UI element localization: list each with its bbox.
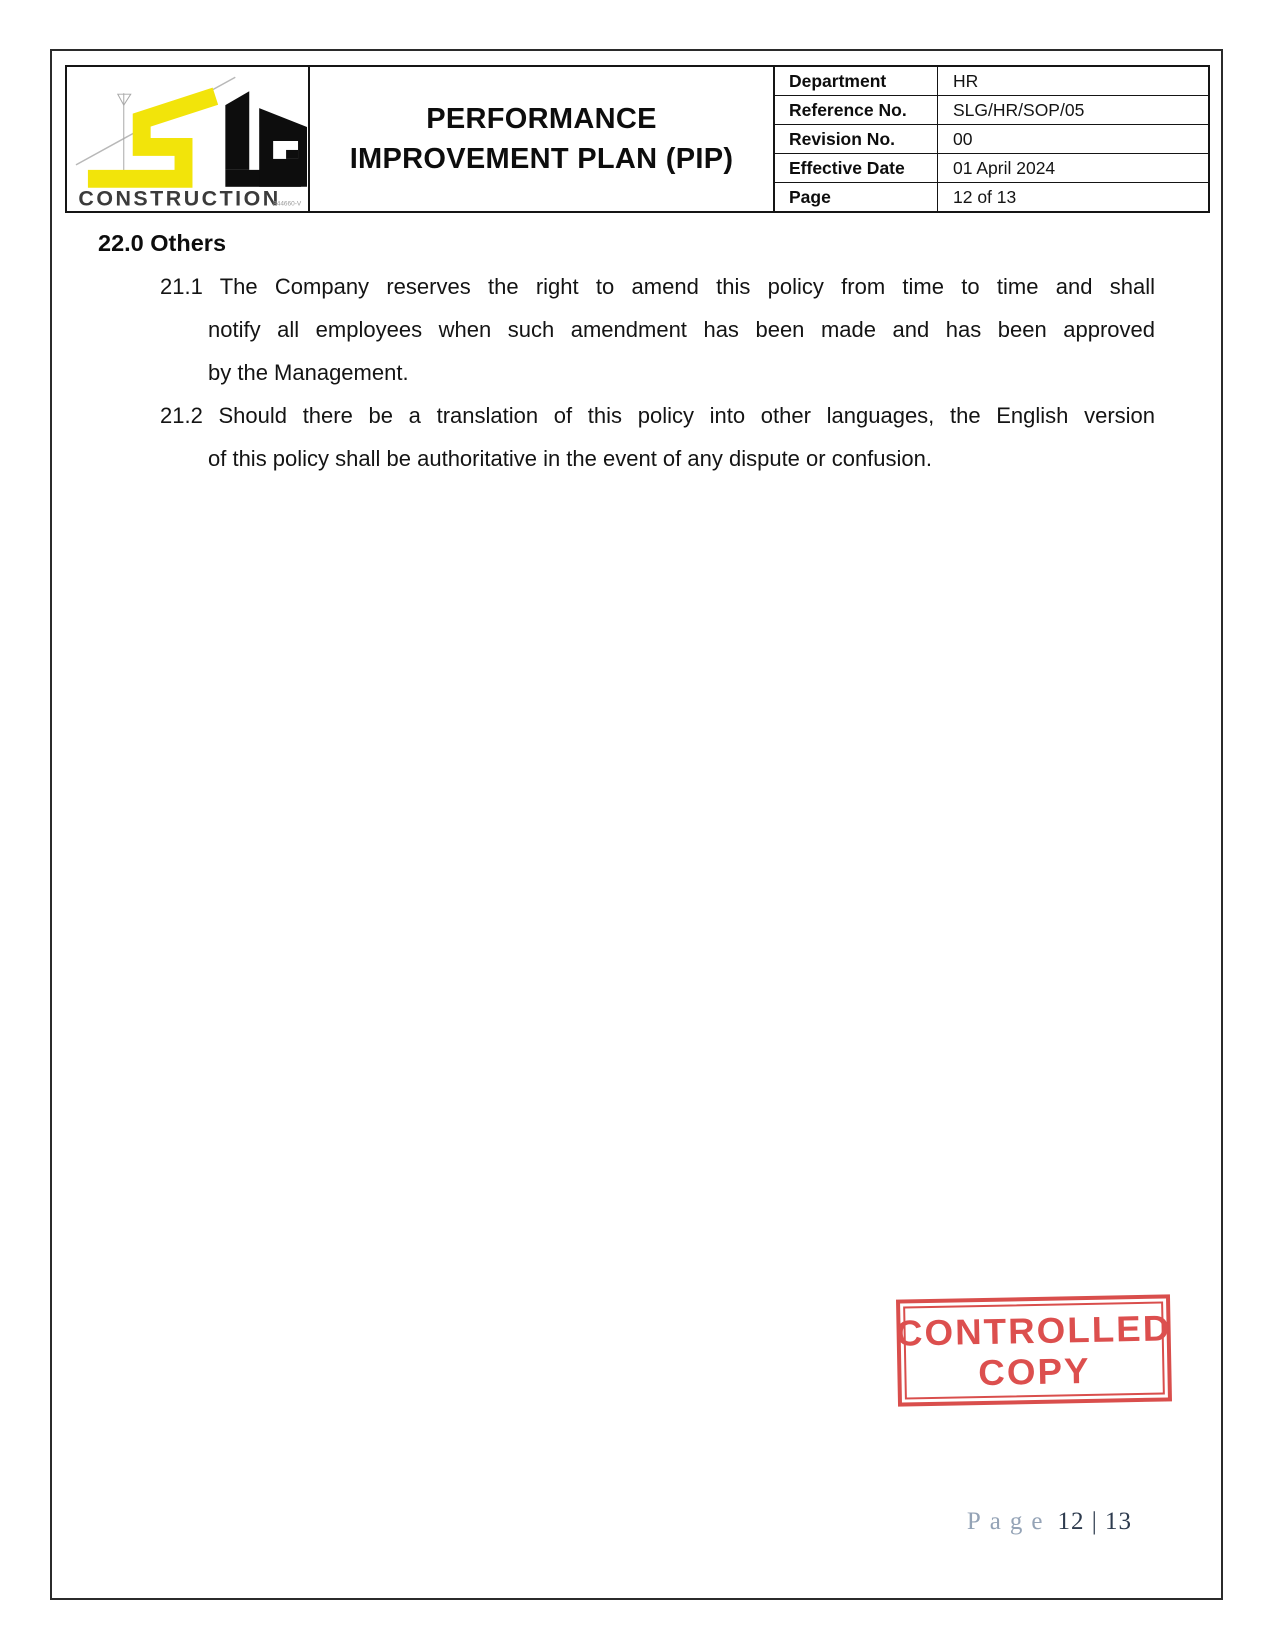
- stamp-inner-border: [895, 1302, 1172, 1400]
- section-heading: 22.0 Others: [98, 230, 227, 256]
- table-row: [775, 67, 1208, 96]
- info-value-page: 12 of 13: [953, 186, 1017, 207]
- info-value-effective-date: 01 April 2024: [953, 157, 1056, 178]
- document-body: [98, 222, 1155, 480]
- document-info-table: [775, 67, 1208, 211]
- logo-wordmark: CONSTRUCTION: [78, 186, 281, 211]
- paragraph-21-2-line1: 21.2 Should there be a translation of this policy into other languages, the English version: [160, 403, 1155, 428]
- logo-letter-s: [88, 96, 215, 179]
- survey-marker-icon: [118, 94, 131, 105]
- info-value-reference-no: SLG/HR/SOP/05: [953, 99, 1085, 120]
- slg-construction-logo-icon: [68, 67, 307, 211]
- table-row: [775, 125, 1208, 154]
- info-value-revision-no: 00: [953, 128, 973, 149]
- table-row: [775, 154, 1208, 183]
- controlled-copy-stamp: [896, 1294, 1172, 1406]
- document-title-line2: IMPROVEMENT PLAN (PIP): [349, 143, 734, 175]
- stamp-text-line1: CONTROLLED: [895, 1306, 1172, 1354]
- document-title-cell: [310, 67, 775, 211]
- table-row: [775, 96, 1208, 125]
- paragraph-21-1-line3: by the Management.: [208, 360, 409, 385]
- page-footer: [967, 1508, 1132, 1536]
- logo-letter-l: [225, 91, 249, 170]
- info-label-reference-no: Reference No.: [775, 96, 938, 124]
- logo-g-tick: [286, 150, 298, 159]
- info-label-revision-no: Revision No.: [775, 125, 938, 153]
- info-label-effective-date: Effective Date: [775, 154, 938, 182]
- stamp-text-line2: COPY: [977, 1349, 1091, 1393]
- info-value-department: HR: [953, 70, 979, 91]
- footer-page-number: 12 | 13: [1057, 1508, 1132, 1535]
- table-row: [775, 183, 1208, 211]
- header-table: [65, 65, 1210, 213]
- logo-registration-number: 844660-V: [273, 200, 302, 208]
- paragraph-21-1-line1: 21.1 The Company reserves the right to amend this policy from time to time and shall: [160, 274, 1155, 299]
- logo-cell: [67, 67, 310, 211]
- paragraph-21-2-line2: of this policy shall be authoritative in the event of any dispute or confusion.: [208, 446, 932, 471]
- paragraph-21-1-line2: notify all employees when such amendment has been made and has been approved: [208, 317, 1155, 342]
- document-title-line1: PERFORMANCE: [426, 103, 657, 135]
- footer-page-label: Page: [966, 1508, 1052, 1535]
- info-label-page: Page: [775, 183, 938, 211]
- info-label-department: Department: [775, 67, 938, 95]
